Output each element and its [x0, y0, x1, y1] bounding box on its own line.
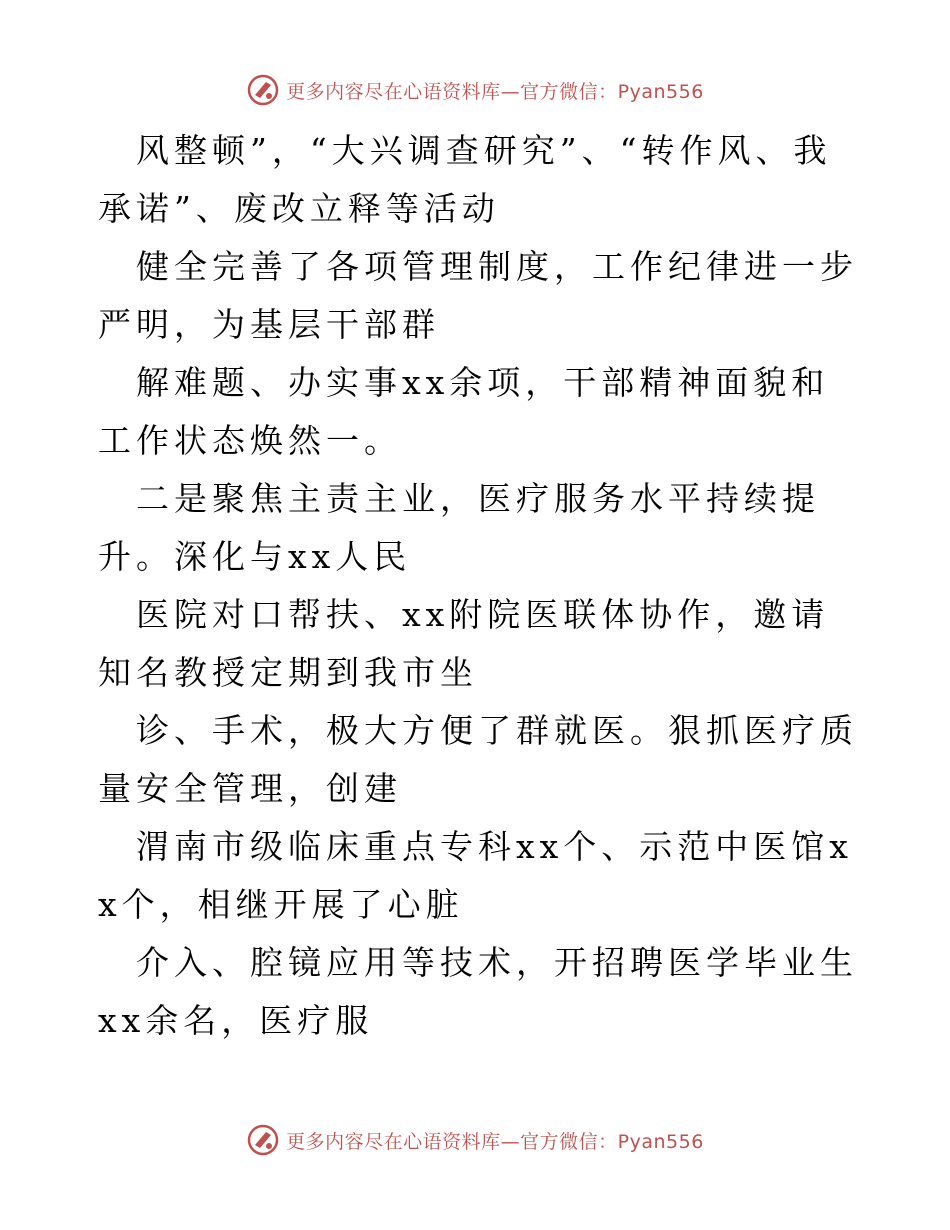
- paragraph: 医院对口帮扶、xx附院医联体协作，邀请知名教授定期到我市坐: [98, 595, 830, 692]
- watermark-text: 更多内容尽在心语资料库—官方微信：Pyan556: [286, 80, 704, 103]
- watermark-text: 更多内容尽在心语资料库—官方微信：Pyan556: [286, 1130, 704, 1153]
- footer-watermark: [0, 1120, 950, 1160]
- seal-logo-icon: [246, 73, 280, 107]
- paragraph: 诊、手术，极大方便了群就医。狠抓医疗质量安全管理，创建: [98, 711, 858, 808]
- seal-logo-icon: [246, 1123, 280, 1157]
- paragraph: 健全完善了各项管理制度，工作纪律进一步严明，为基层干部群: [98, 247, 858, 344]
- paragraph: 渭南市级临床重点专科xx个、示范中医馆xx个，相继开展了心脏: [98, 827, 853, 924]
- document-body: [98, 122, 858, 1050]
- header-watermark: [0, 70, 950, 110]
- paragraph: 风整顿”，“大兴调查研究”、“转作风、我承诺”、废改立释等活动: [98, 131, 832, 228]
- paragraph: 二是聚焦主责主业，医疗服务水平持续提升。深化与xx人民: [98, 479, 820, 576]
- paragraph: 解难题、办实事xx余项，干部精神面貌和工作状态焕然一。: [98, 363, 830, 460]
- paragraph: 介入、腔镜应用等技术，开招聘医学毕业生xx余名，医疗服: [98, 943, 858, 1040]
